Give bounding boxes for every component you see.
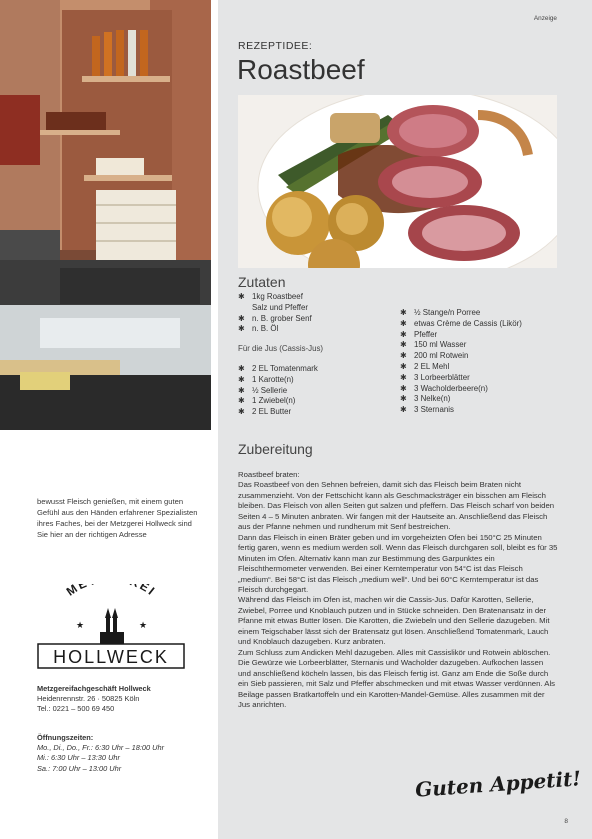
roastbeef-dish-photo bbox=[238, 95, 557, 268]
ingredient-text: 1 Karotte(n) bbox=[252, 374, 294, 384]
ingredient-item bbox=[400, 394, 560, 405]
ingredient-text: etwas Crème de Cassis (Likör) bbox=[414, 318, 522, 328]
asterisk-icon: ✱ bbox=[400, 383, 407, 393]
butcher-shop-photo bbox=[0, 0, 211, 430]
asterisk-icon: ✱ bbox=[400, 318, 407, 328]
ad-label: Anzeige bbox=[533, 15, 557, 22]
asterisk-icon: ✱ bbox=[400, 394, 407, 404]
asterisk-icon: ✱ bbox=[400, 308, 407, 317]
shop-address bbox=[37, 684, 207, 714]
ingredient-item bbox=[238, 303, 403, 314]
asterisk-icon: ✱ bbox=[238, 363, 245, 373]
asterisk-icon: ✱ bbox=[400, 405, 407, 415]
ingredient-item bbox=[238, 386, 403, 397]
ingredient-item bbox=[238, 407, 403, 418]
ingredient-item bbox=[400, 384, 560, 395]
preparation-text bbox=[238, 470, 558, 710]
ingredients-column-2 bbox=[400, 308, 560, 416]
hours-title: Öffnungszeiten: bbox=[37, 733, 94, 742]
ingredient-item bbox=[400, 319, 560, 330]
ingredient-text: n. B. grober Senf bbox=[252, 313, 312, 323]
ingredient-text: 2 EL Butter bbox=[252, 407, 292, 417]
ingredient-text: n. B. Öl bbox=[252, 324, 279, 334]
ingredient-text: 1kg Roastbeef bbox=[252, 292, 303, 301]
ingredient-text: 2 EL Tomatenmark bbox=[252, 363, 318, 373]
ingredient-text: 3 Sternanis bbox=[414, 405, 454, 415]
recipe-title: Roastbeef bbox=[237, 54, 365, 85]
ingredient-item bbox=[238, 396, 403, 407]
ingredient-item bbox=[238, 292, 403, 303]
ingredient-item bbox=[238, 364, 403, 375]
asterisk-icon: ✱ bbox=[400, 351, 407, 361]
asterisk-icon: ✱ bbox=[238, 407, 245, 417]
ingredient-text: 2 EL Mehl bbox=[414, 361, 450, 371]
asterisk-icon: ✱ bbox=[238, 385, 245, 395]
hours-line: Mo., Di., Do., Fr.: 6:30 Uhr – 18:00 Uhr bbox=[37, 743, 165, 753]
ingredient-item bbox=[238, 324, 403, 335]
asterisk-icon: ✱ bbox=[238, 374, 245, 384]
ingredient-text: 3 Lorbeerblätter bbox=[414, 372, 470, 382]
hollweck-logo bbox=[36, 584, 186, 674]
svg-text:★: ★ bbox=[139, 620, 148, 630]
hours-line: Sa.: 7:00 Uhr – 13:00 Uhr bbox=[37, 763, 122, 773]
asterisk-icon: ✱ bbox=[400, 340, 407, 350]
ingredient-text: ½ Sellerie bbox=[252, 385, 288, 395]
company-name: Metzgereifachgeschäft Hollweck bbox=[37, 684, 151, 693]
intro-text: bewusst Fleisch genießen, mit einem guten Gefühl aus den Händen erfahrener Spezialisten ihres Faches, bei der Metzgerei Hollweck sind Sie hier an der richtigen Adresse bbox=[37, 497, 198, 539]
ingredient-text: 1 Zwiebel(n) bbox=[252, 396, 296, 406]
asterisk-icon: ✱ bbox=[400, 329, 407, 339]
phone-number: Tel.: 0221 – 500 69 450 bbox=[37, 704, 115, 713]
opening-hours bbox=[37, 733, 212, 774]
hours-line: Mi.: 6:30 Uhr – 13:30 Uhr bbox=[37, 753, 120, 763]
ingredient-text: Pfeffer bbox=[414, 329, 438, 339]
jus-heading: Für die Jus (Cassis-Jus) bbox=[238, 344, 324, 354]
ingredient-item bbox=[400, 351, 560, 362]
svg-text:★: ★ bbox=[76, 620, 85, 630]
ingredient-item bbox=[400, 373, 560, 384]
recipe-panel bbox=[218, 0, 592, 839]
prep-paragraph: Dann das Fleisch in einen Bräter geben und im vorgeheizten Ofen bei 150°C 25 Minuten fertig garen, wenn es medium werden soll. Wenn das Fleisch durchgaren soll, bleibt es für 35 Minuten im Ofen. Alternativ kann man zur Bestimmung des Garpunktes ein Fleischthermometer verwenden. Bei einer Kerntemperatur von 54°C ist das Fleisch „medium“. Bei 58°C ist das Fleisch „medium well“. Und bei 60°C Kerntemperatur ist das Fleisch durchgegart. bbox=[238, 532, 558, 594]
ingredient-text: 150 ml Wasser bbox=[414, 340, 467, 350]
ingredient-item bbox=[400, 340, 560, 351]
ingredient-item bbox=[238, 314, 403, 325]
ingredient-text: 200 ml Rotwein bbox=[414, 351, 469, 361]
left-column bbox=[0, 0, 215, 839]
ingredient-item bbox=[400, 330, 560, 341]
ingredient-item bbox=[400, 362, 560, 373]
asterisk-icon: ✱ bbox=[400, 361, 407, 371]
svg-text:METZGEREI: M EI bbox=[63, 584, 159, 599]
ingredients-column-1 bbox=[238, 292, 403, 418]
signoff-text: Guten Appetit! bbox=[414, 766, 582, 802]
preparation-heading: Zubereitung bbox=[238, 441, 313, 457]
asterisk-icon: ✱ bbox=[238, 313, 245, 323]
ingredient-text: Salz und Pfeffer bbox=[252, 302, 309, 312]
prep-subheading: Roastbeef braten: bbox=[238, 470, 300, 479]
ingredient-text: 3 Wacholderbeere(n) bbox=[414, 383, 488, 393]
recipe-kicker: REZEPTIDEE: bbox=[238, 40, 313, 52]
prep-paragraph: Das Roastbeef von den Sehnen befreien, damit sich das Fleisch beim Braten nicht zusammenzieht. Von der Fettschicht kann als Geschmacksträger ein bisschen am Fleisch bleiben. Das Fleisch von allen Seiten gut salzen und pfeffern. Das Fleisch scharf von beiden Seiten 4 – 5 Minuten anbraten. Wir fangen mit der Hautseite an. Anschließend das Fleisch aus der Pfanne nehmen und rundherum mit Senf bestreichen. bbox=[238, 480, 555, 532]
page-number: 8 bbox=[564, 818, 568, 825]
ingredient-text: 3 Nelke(n) bbox=[414, 394, 451, 404]
asterisk-icon: ✱ bbox=[238, 292, 245, 301]
ingredient-text: ½ Stange/n Porree bbox=[414, 308, 481, 317]
prep-paragraph: Während das Fleisch im Ofen ist, machen wir die Cassis-Jus. Dafür Karotten, Sellerie, Zwiebel, Porree und Knoblauch putzen und in Stücke schneiden. Den Bratenansatz in der Pfanne mit etwas Butter lösen. Die Karotten, die Zwiebeln und den Sellerie dazugeben. Mit einem Teigschaber lässt sich der Bratensatz gut lösen. Anschließend Tomatenmark, Lauch und Knoblauch dazugeben. Kurz anbraten. bbox=[238, 595, 550, 647]
asterisk-icon: ✱ bbox=[238, 396, 245, 406]
asterisk-icon: ✱ bbox=[238, 324, 245, 334]
ingredient-item bbox=[238, 375, 403, 386]
ingredient-item bbox=[400, 405, 560, 416]
asterisk-icon: ✱ bbox=[400, 372, 407, 382]
ingredient-item bbox=[400, 308, 560, 319]
ingredients-heading: Zutaten bbox=[238, 274, 286, 290]
street-address: Heidenrennstr. 26 · 50825 Köln bbox=[37, 694, 140, 703]
svg-text:HOLLWECK: HOLLWECK bbox=[53, 647, 169, 667]
prep-paragraph: Zum Schluss zum Andicken Mehl dazugeben. Alles mit Cassislikör und Rotwein ablöschen. Die Gewürze wie Lorbeerblätter, Sternanis und Wacholder dazugeben. Aufkochen lassen und anschließend köcheln lassen, bis das Fleisch fertig ist. Ganz am Ende die Soße durch ein Sieb passieren, mit Salz und Pfeffer abschmecken und mit etwas Wasser verdünnen. Als Beilage passen Bratkartoffeln und ein Karotten-Mandel-Gemüse. Alles zusammen mit der Jus anrichten. bbox=[238, 647, 556, 709]
